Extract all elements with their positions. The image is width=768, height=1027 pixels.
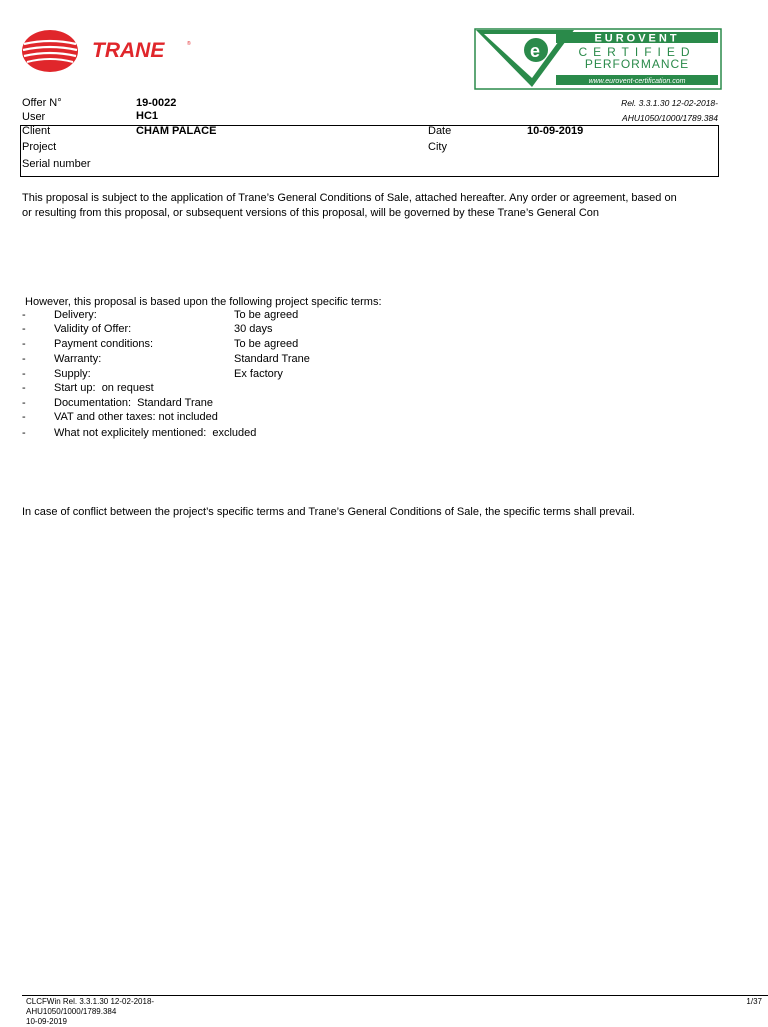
release-line-1: Rel. 3.3.1.30 12-02-2018- — [621, 98, 718, 108]
terms-heading: However, this proposal is based upon the following project specific terms: — [22, 296, 382, 308]
serial-number-label: Serial number — [22, 158, 91, 170]
offer-label: Offer N° — [22, 97, 62, 109]
bullet: - — [22, 411, 26, 423]
bullet: - — [22, 368, 26, 380]
footer-divider — [22, 995, 768, 996]
conflict-statement: In case of conflict between the project’s specific terms and Trane’s General Conditions of Sale, the specific terms shall prevail. — [22, 506, 635, 518]
bullet: - — [22, 382, 26, 394]
footer-info — [26, 997, 154, 1027]
footer-line-3: 10-09-2019 — [26, 1017, 67, 1026]
offer-value: 19-0022 — [136, 97, 177, 109]
bullet: - — [22, 338, 26, 350]
user-label: User — [22, 111, 46, 123]
term-label: Documentation: Standard Trane — [54, 397, 213, 409]
svg-text:e: e — [530, 41, 541, 61]
city-label: City — [428, 141, 447, 153]
intro-line-1: This proposal is subject to the application of Trane’s General Conditions of Sale, attached hereafter. Any order or agreement, based on — [22, 192, 677, 204]
term-label: Start up: on request — [54, 382, 154, 394]
project-label: Project — [22, 141, 57, 153]
user-value: HC1 — [136, 110, 159, 122]
date-label: Date — [428, 125, 452, 137]
date-value: 10-09-2019 — [527, 125, 584, 137]
client-info-box — [20, 125, 719, 177]
term-label: Supply: — [54, 368, 91, 380]
page-number: 1/37 — [746, 997, 762, 1006]
svg-text:www.eurovent-certification.com: www.eurovent-certification.com — [588, 78, 686, 85]
release-line-2: AHU1050/1000/1789.384 — [622, 113, 718, 123]
footer-line-2: AHU1050/1000/1789.384 — [26, 1007, 117, 1016]
term-value: 30 days — [234, 323, 273, 335]
trane-circle-icon — [22, 30, 78, 72]
term-label: What not explicitely mentioned: excluded — [54, 427, 257, 439]
svg-text:PERFORMANCE: PERFORMANCE — [584, 57, 690, 71]
term-label: Validity of Offer: — [54, 323, 132, 335]
trane-logo — [22, 28, 202, 74]
bullet: - — [22, 353, 26, 365]
term-label: Payment conditions: — [54, 338, 154, 350]
bullet: - — [22, 427, 26, 439]
term-label: Delivery: — [54, 309, 97, 321]
intro-line-2: or resulting from this proposal, or subsequent versions of this proposal, will be governed by these Trane’s General Con — [22, 207, 599, 219]
term-label: VAT and other taxes: not included — [54, 411, 218, 423]
eurovent-logo — [474, 28, 722, 90]
term-value: To be agreed — [234, 338, 299, 350]
term-value: Ex factory — [234, 368, 283, 380]
svg-text:CERTIFIED: CERTIFIED — [578, 45, 696, 59]
client-value: CHAM PALACE — [136, 125, 217, 137]
svg-text:EUROVENT: EUROVENT — [594, 32, 680, 45]
client-label: Client — [22, 125, 51, 137]
term-value: To be agreed — [234, 309, 299, 321]
svg-text:®: ® — [187, 41, 191, 47]
term-label: Warranty: — [54, 353, 102, 365]
bullet: - — [22, 323, 26, 335]
trane-wordmark: TRANE — [92, 39, 165, 62]
term-value: Standard Trane — [234, 353, 310, 365]
bullet: - — [22, 309, 26, 321]
bullet: - — [22, 397, 26, 409]
footer-line-1: CLCFWin Rel. 3.3.1.30 12-02-2018- — [26, 997, 155, 1006]
